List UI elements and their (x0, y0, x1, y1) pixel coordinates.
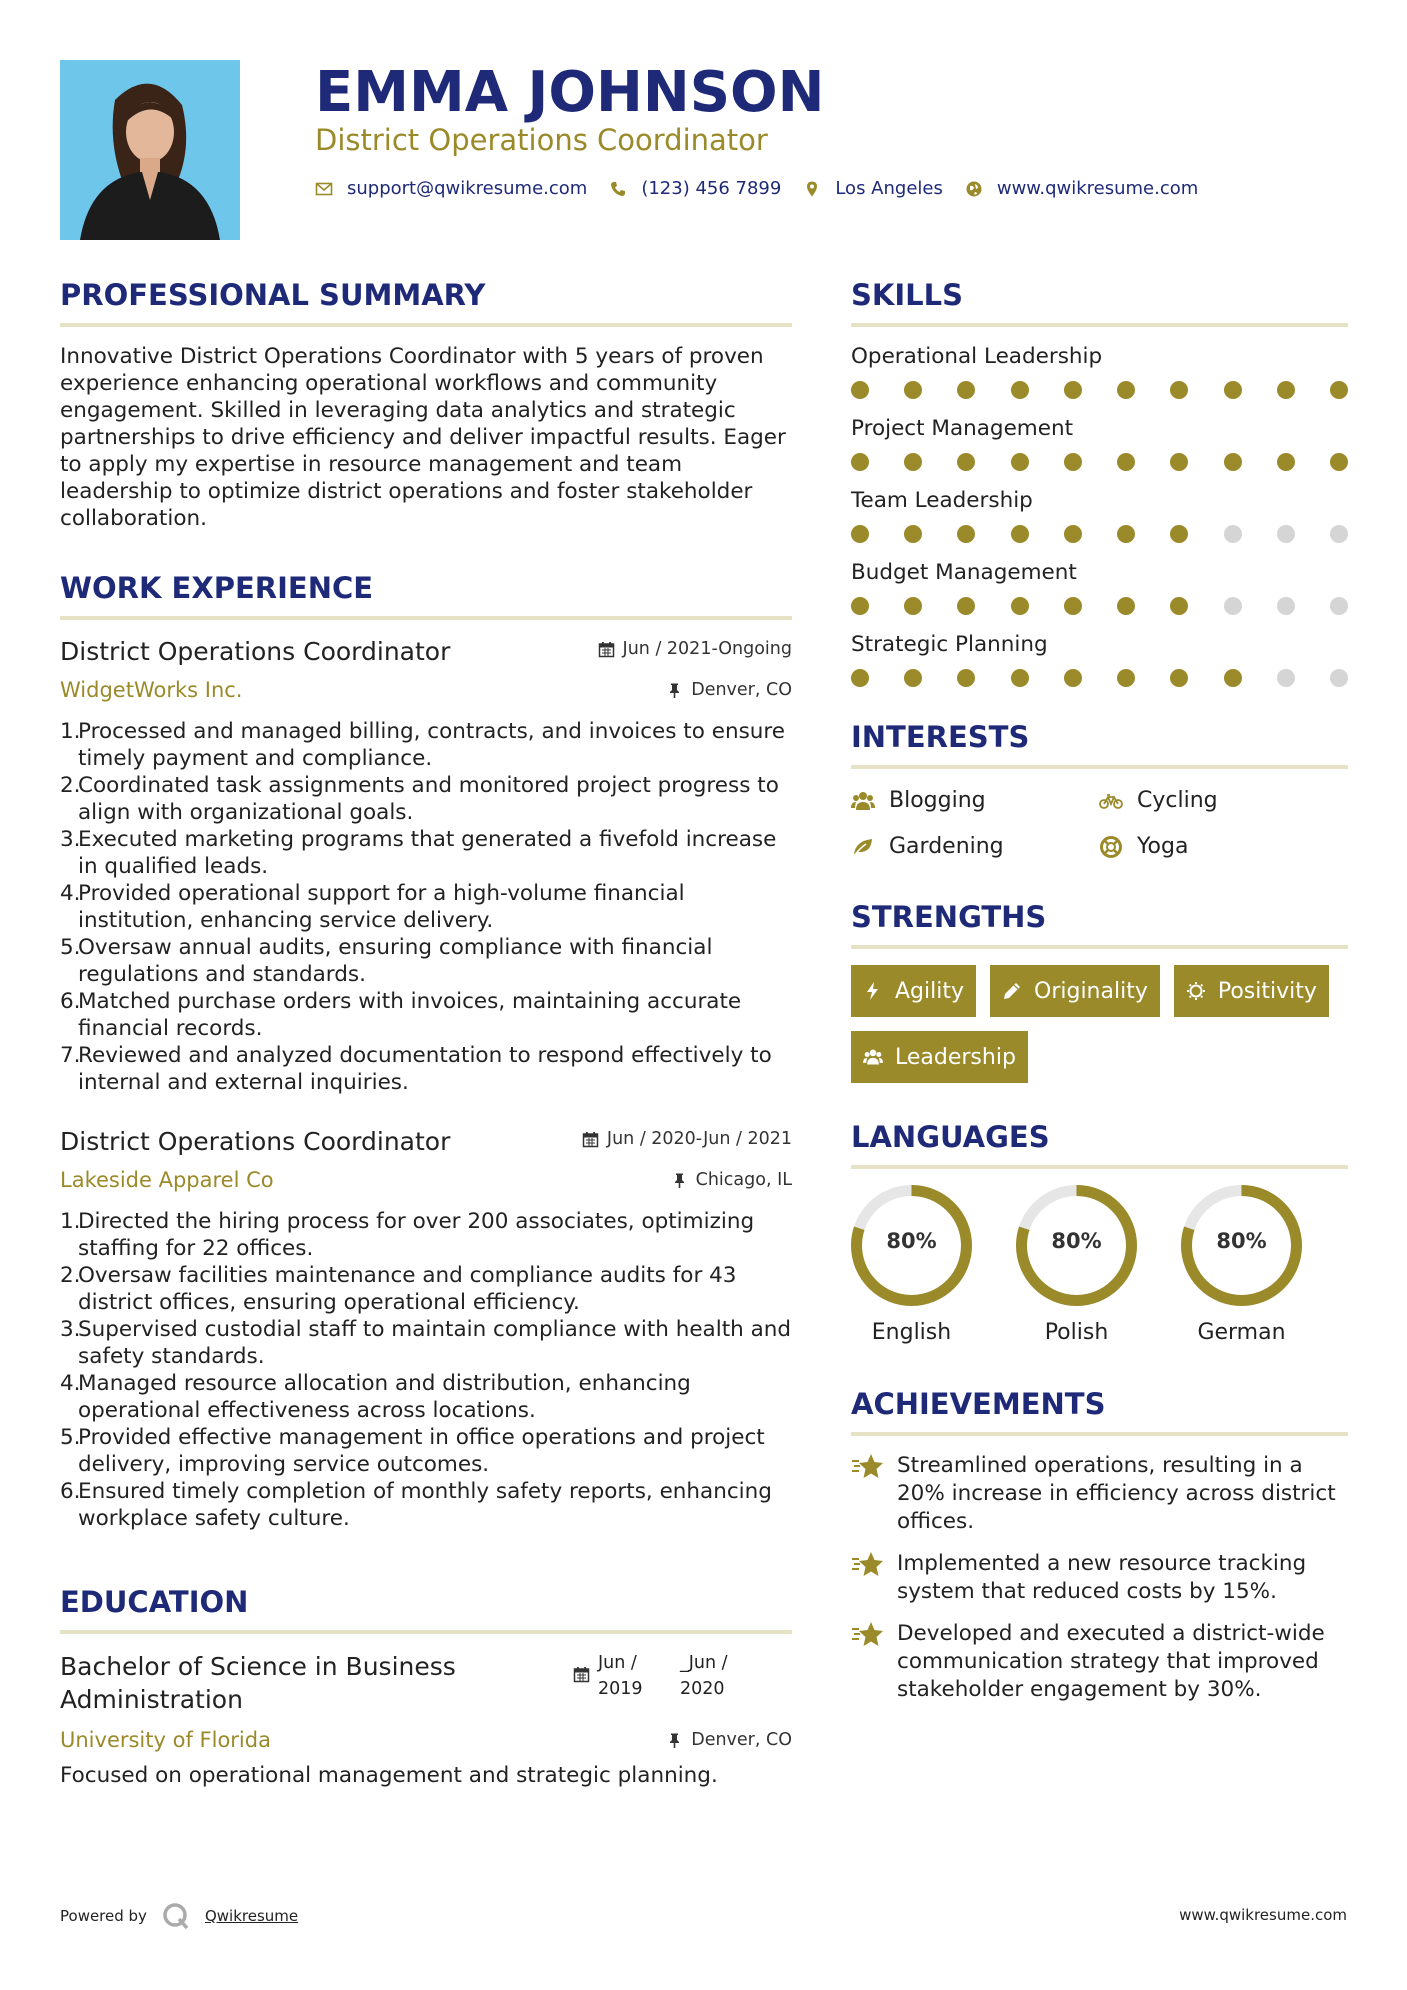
rating-dot-filled (1224, 453, 1242, 471)
rating-dot-filled (1117, 381, 1135, 399)
skill-name: Budget Management (851, 560, 1077, 585)
rating-dot-filled (851, 453, 869, 471)
language-name: English (871, 1320, 952, 1345)
strength-badge (851, 965, 976, 1017)
section-divider (60, 1630, 792, 1634)
skill-rating (851, 453, 1348, 471)
strength-badge (851, 1031, 1028, 1083)
calendar-icon (573, 1666, 590, 1683)
star-icon (851, 1550, 885, 1580)
location-text: Los Angeles (835, 178, 943, 199)
list-item: 5. Provided effective management in office operations and project delivery, improving service outcomes. (60, 1425, 765, 1477)
rating-dot-empty (1224, 597, 1242, 615)
rating-dot-filled (1170, 525, 1188, 543)
profile-photo (60, 60, 240, 240)
rating-dot-filled (1011, 381, 1029, 399)
list-item: 3. Supervised custodial staff to maintain compliance with health and safety standards. (60, 1317, 792, 1369)
achievements-heading: ACHIEVEMENTS (851, 1387, 1106, 1421)
job-dates (598, 636, 792, 662)
list-item: 7. Reviewed and analyzed documentation to respond effectively to internal and external inquiries. (60, 1043, 772, 1095)
qwikresume-logo-icon (161, 1901, 191, 1931)
achievement-item (851, 1452, 1348, 1536)
job-location (666, 677, 792, 703)
language-item (851, 1185, 972, 1348)
rating-dot-filled (1011, 453, 1029, 471)
website-text: www.qwikresume.com (996, 178, 1199, 199)
rating-dot-filled (851, 597, 869, 615)
leaf-icon (851, 835, 875, 859)
skill-rating (851, 381, 1348, 399)
skill-name: Operational Leadership (851, 344, 1103, 369)
sun-icon (1186, 981, 1206, 1001)
rating-dot-filled (904, 597, 922, 615)
summary-heading: PROFESSIONAL SUMMARY (60, 278, 486, 312)
rating-dot-filled (957, 453, 975, 471)
skill-item (851, 631, 1348, 687)
star-icon (851, 1620, 885, 1650)
job-location-text: Denver, CO (691, 680, 792, 700)
rating-dot-filled (1277, 453, 1295, 471)
list-item: 1. Processed and managed billing, contracts, and invoices to ensure timely payment and compliance. (60, 719, 785, 771)
summary-text: Innovative District Operations Coordinator with 5 years of proven experience enhancing operational workflows and community engagement. Skilled in leveraging data analytics and strategic partnerships to drive efficiency and deliver impactful results. Eager to apply my expertise in resource management and team leadership to optimize district operations and foster stakeholder collaboration. (60, 344, 786, 531)
job-location (671, 1167, 792, 1193)
contact-phone[interactable] (609, 178, 781, 199)
list-item: 1. Directed the hiring process for over 200 associates, optimizing staffing for 22 offices. (60, 1209, 755, 1261)
job-role: District Operations Coordinator (60, 637, 451, 666)
achievement-text: Streamlined operations, resulting in a 20% increase in efficiency across district offices. (897, 1453, 1336, 1534)
experience-section (60, 568, 792, 1532)
school-name: University of Florida (60, 1728, 271, 1752)
job-dates-text: Jun / 2021-Ongoing (622, 639, 792, 659)
strength-badge (990, 965, 1160, 1017)
interest-item (851, 831, 1099, 863)
left-column (60, 275, 792, 1789)
rating-dot-filled (1117, 597, 1135, 615)
achievement-text: Developed and executed a district-wide communication strategy that improved stakeholder engagement by 30%. (897, 1621, 1325, 1702)
envelope-icon (315, 180, 333, 198)
achievements-section (851, 1384, 1348, 1704)
skill-name: Project Management (851, 416, 1074, 441)
achievement-item (851, 1550, 1348, 1606)
list-item: 6. Ensured timely completion of monthly safety reports, enhancing workplace safety culture. (60, 1479, 772, 1531)
education-location-text: Denver, CO (691, 1730, 792, 1750)
section-divider (851, 945, 1348, 949)
strength-label: Positivity (1217, 978, 1317, 1004)
job-location-text: Chicago, IL (695, 1170, 792, 1190)
rating-dot-filled (1170, 381, 1188, 399)
lifebuoy-icon (1099, 835, 1123, 859)
rating-dot-filled (1224, 381, 1242, 399)
languages-section (851, 1117, 1348, 1348)
skill-name: Team Leadership (851, 488, 1033, 513)
list-item: 2. Coordinated task assignments and monitored project progress to align with organizational goals. (60, 773, 779, 825)
summary-section (60, 275, 792, 532)
education-start: Jun / 2019 (598, 1653, 643, 1699)
language-name: German (1197, 1320, 1286, 1345)
rating-dot-filled (957, 669, 975, 687)
job-entry (60, 636, 792, 1096)
education-end: _Jun / 2020 (680, 1653, 728, 1699)
language-item (1181, 1185, 1302, 1348)
contact-location (803, 178, 943, 199)
rating-dot-filled (1064, 597, 1082, 615)
rating-dot-filled (1064, 381, 1082, 399)
list-item: 3. Executed marketing programs that generated a fivefold increase in qualified leads. (60, 827, 777, 879)
language-percent: 80% (1216, 1229, 1267, 1253)
language-percent: 80% (886, 1229, 937, 1253)
users-icon (851, 789, 875, 813)
skill-item (851, 415, 1348, 471)
rating-dot-filled (1011, 669, 1029, 687)
language-name: Polish (1044, 1320, 1109, 1345)
rating-dot-filled (1170, 669, 1188, 687)
job-dates (582, 1126, 792, 1152)
list-item: 5. Oversaw annual audits, ensuring compliance with financial regulations and standards. (60, 935, 713, 987)
job-dates-text: Jun / 2020-Jun / 2021 (606, 1129, 792, 1149)
education-heading: EDUCATION (60, 1585, 249, 1619)
bicycle-icon (1099, 789, 1123, 813)
languages-heading: LANGUAGES (851, 1120, 1050, 1154)
rating-dot-filled (1277, 381, 1295, 399)
education-note: Focused on operational management and strategic planning. (60, 1763, 718, 1788)
bolt-icon (863, 981, 883, 1001)
candidate-name: EMMA JOHNSON (315, 60, 825, 125)
calendar-icon (598, 641, 615, 658)
rating-dot-empty (1330, 669, 1348, 687)
skill-item (851, 559, 1348, 615)
star-icon (851, 1452, 885, 1482)
language-ring (1181, 1185, 1302, 1306)
interests-list (851, 785, 1348, 863)
job-bullets (60, 718, 792, 1096)
rating-dot-filled (1330, 381, 1348, 399)
footer-powered-by (60, 1901, 298, 1931)
rating-dot-filled (904, 525, 922, 543)
section-divider (851, 1165, 1348, 1169)
job-bullets (60, 1208, 792, 1532)
language-ring (1016, 1185, 1137, 1306)
pencil-icon (1002, 981, 1022, 1001)
rating-dot-empty (1277, 597, 1295, 615)
rating-dot-filled (904, 381, 922, 399)
interests-section (851, 717, 1348, 863)
rating-dot-filled (851, 381, 869, 399)
interest-label: Cycling (1137, 788, 1218, 813)
interests-heading: INTERESTS (851, 720, 1030, 754)
interest-item (1099, 785, 1348, 817)
rating-dot-filled (1224, 669, 1242, 687)
rating-dot-filled (1117, 453, 1135, 471)
language-ring (851, 1185, 972, 1306)
list-item: 2. Oversaw facilities maintenance and compliance audits for 43 district offices, ensuring operational efficiency. (60, 1263, 737, 1315)
rating-dot-filled (957, 597, 975, 615)
rating-dot-filled (957, 525, 975, 543)
rating-dot-filled (1011, 525, 1029, 543)
right-column (851, 275, 1348, 1718)
rating-dot-filled (1064, 669, 1082, 687)
strength-label: Agility (895, 978, 964, 1004)
job-role: District Operations Coordinator (60, 1127, 451, 1156)
rating-dot-empty (1277, 669, 1295, 687)
section-divider (851, 765, 1348, 769)
phone-text: (123) 456 7899 (641, 178, 782, 199)
achievement-item (851, 1620, 1348, 1704)
interest-label: Blogging (889, 788, 986, 813)
candidate-title: District Operations Coordinator (315, 123, 768, 157)
section-divider (851, 1432, 1348, 1436)
rating-dot-filled (1011, 597, 1029, 615)
rating-dot-filled (851, 669, 869, 687)
users-icon (863, 1047, 883, 1067)
rating-dot-empty (1330, 597, 1348, 615)
rating-dot-filled (1330, 453, 1348, 471)
brand-link[interactable]: Qwikresume (204, 1907, 299, 1925)
skill-item (851, 343, 1348, 399)
company-name: WidgetWorks Inc. (60, 678, 243, 702)
rating-dot-filled (904, 669, 922, 687)
list-item: 4. Managed resource allocation and distribution, enhancing operational effectiveness across locations. (60, 1371, 691, 1423)
map-pin-icon (803, 180, 821, 198)
rating-dot-filled (1064, 525, 1082, 543)
calendar-icon (582, 1131, 599, 1148)
list-item: 6. Matched purchase orders with invoices, maintaining accurate financial records. (60, 989, 742, 1041)
degree-title: Bachelor of Science in Business Administration (60, 1652, 456, 1714)
rating-dot-filled (957, 381, 975, 399)
section-divider (60, 323, 792, 327)
experience-heading: WORK EXPERIENCE (60, 571, 374, 605)
rating-dot-filled (1117, 525, 1135, 543)
contact-website[interactable] (965, 178, 1198, 199)
skills-section (851, 275, 1348, 687)
section-divider (851, 323, 1348, 327)
interest-item (851, 785, 1099, 817)
rating-dot-filled (1117, 669, 1135, 687)
rating-dot-filled (1064, 453, 1082, 471)
pushpin-icon (666, 1732, 683, 1749)
strength-label: Leadership (895, 1044, 1016, 1070)
contact-email[interactable] (315, 178, 587, 199)
globe-icon (965, 180, 983, 198)
languages-list (851, 1185, 1348, 1348)
strength-badge (1174, 965, 1329, 1017)
strengths-section (851, 897, 1348, 1083)
strength-label: Originality (1034, 978, 1148, 1004)
skill-name: Strategic Planning (851, 632, 1048, 657)
language-percent: 80% (1051, 1229, 1102, 1253)
company-name: Lakeside Apparel Co (60, 1168, 274, 1192)
strengths-heading: STRENGTHS (851, 900, 1047, 934)
phone-icon (609, 180, 627, 198)
email-text: support@qwikresume.com (347, 178, 588, 199)
skill-rating (851, 597, 1348, 615)
job-entry (60, 1126, 792, 1532)
skills-heading: SKILLS (851, 278, 963, 312)
achievement-text: Implemented a new resource tracking system that reduced costs by 15%. (897, 1551, 1307, 1604)
interest-label: Gardening (889, 834, 1004, 859)
skill-rating (851, 525, 1348, 543)
education-dates (573, 1650, 762, 1702)
education-location (666, 1727, 792, 1753)
rating-dot-filled (904, 453, 922, 471)
rating-dot-empty (1330, 525, 1348, 543)
footer-website[interactable]: www.qwikresume.com (1179, 1906, 1347, 1924)
rating-dot-filled (851, 525, 869, 543)
language-item (1016, 1185, 1137, 1348)
contact-row (315, 178, 1220, 199)
rating-dot-empty (1224, 525, 1242, 543)
skill-item (851, 487, 1348, 543)
powered-by-text: Powered by (60, 1907, 147, 1925)
pushpin-icon (671, 1172, 688, 1189)
education-section (60, 1582, 792, 1789)
interest-label: Yoga (1137, 834, 1189, 859)
interest-item (1099, 831, 1348, 863)
skills-list (851, 343, 1348, 687)
pushpin-icon (666, 682, 683, 699)
skill-rating (851, 669, 1348, 687)
section-divider (60, 616, 792, 620)
strengths-list (851, 965, 1348, 1083)
rating-dot-filled (1170, 453, 1188, 471)
rating-dot-filled (1170, 597, 1188, 615)
rating-dot-empty (1277, 525, 1295, 543)
list-item: 4. Provided operational support for a high-volume financial institution, enhancing service delivery. (60, 881, 685, 933)
